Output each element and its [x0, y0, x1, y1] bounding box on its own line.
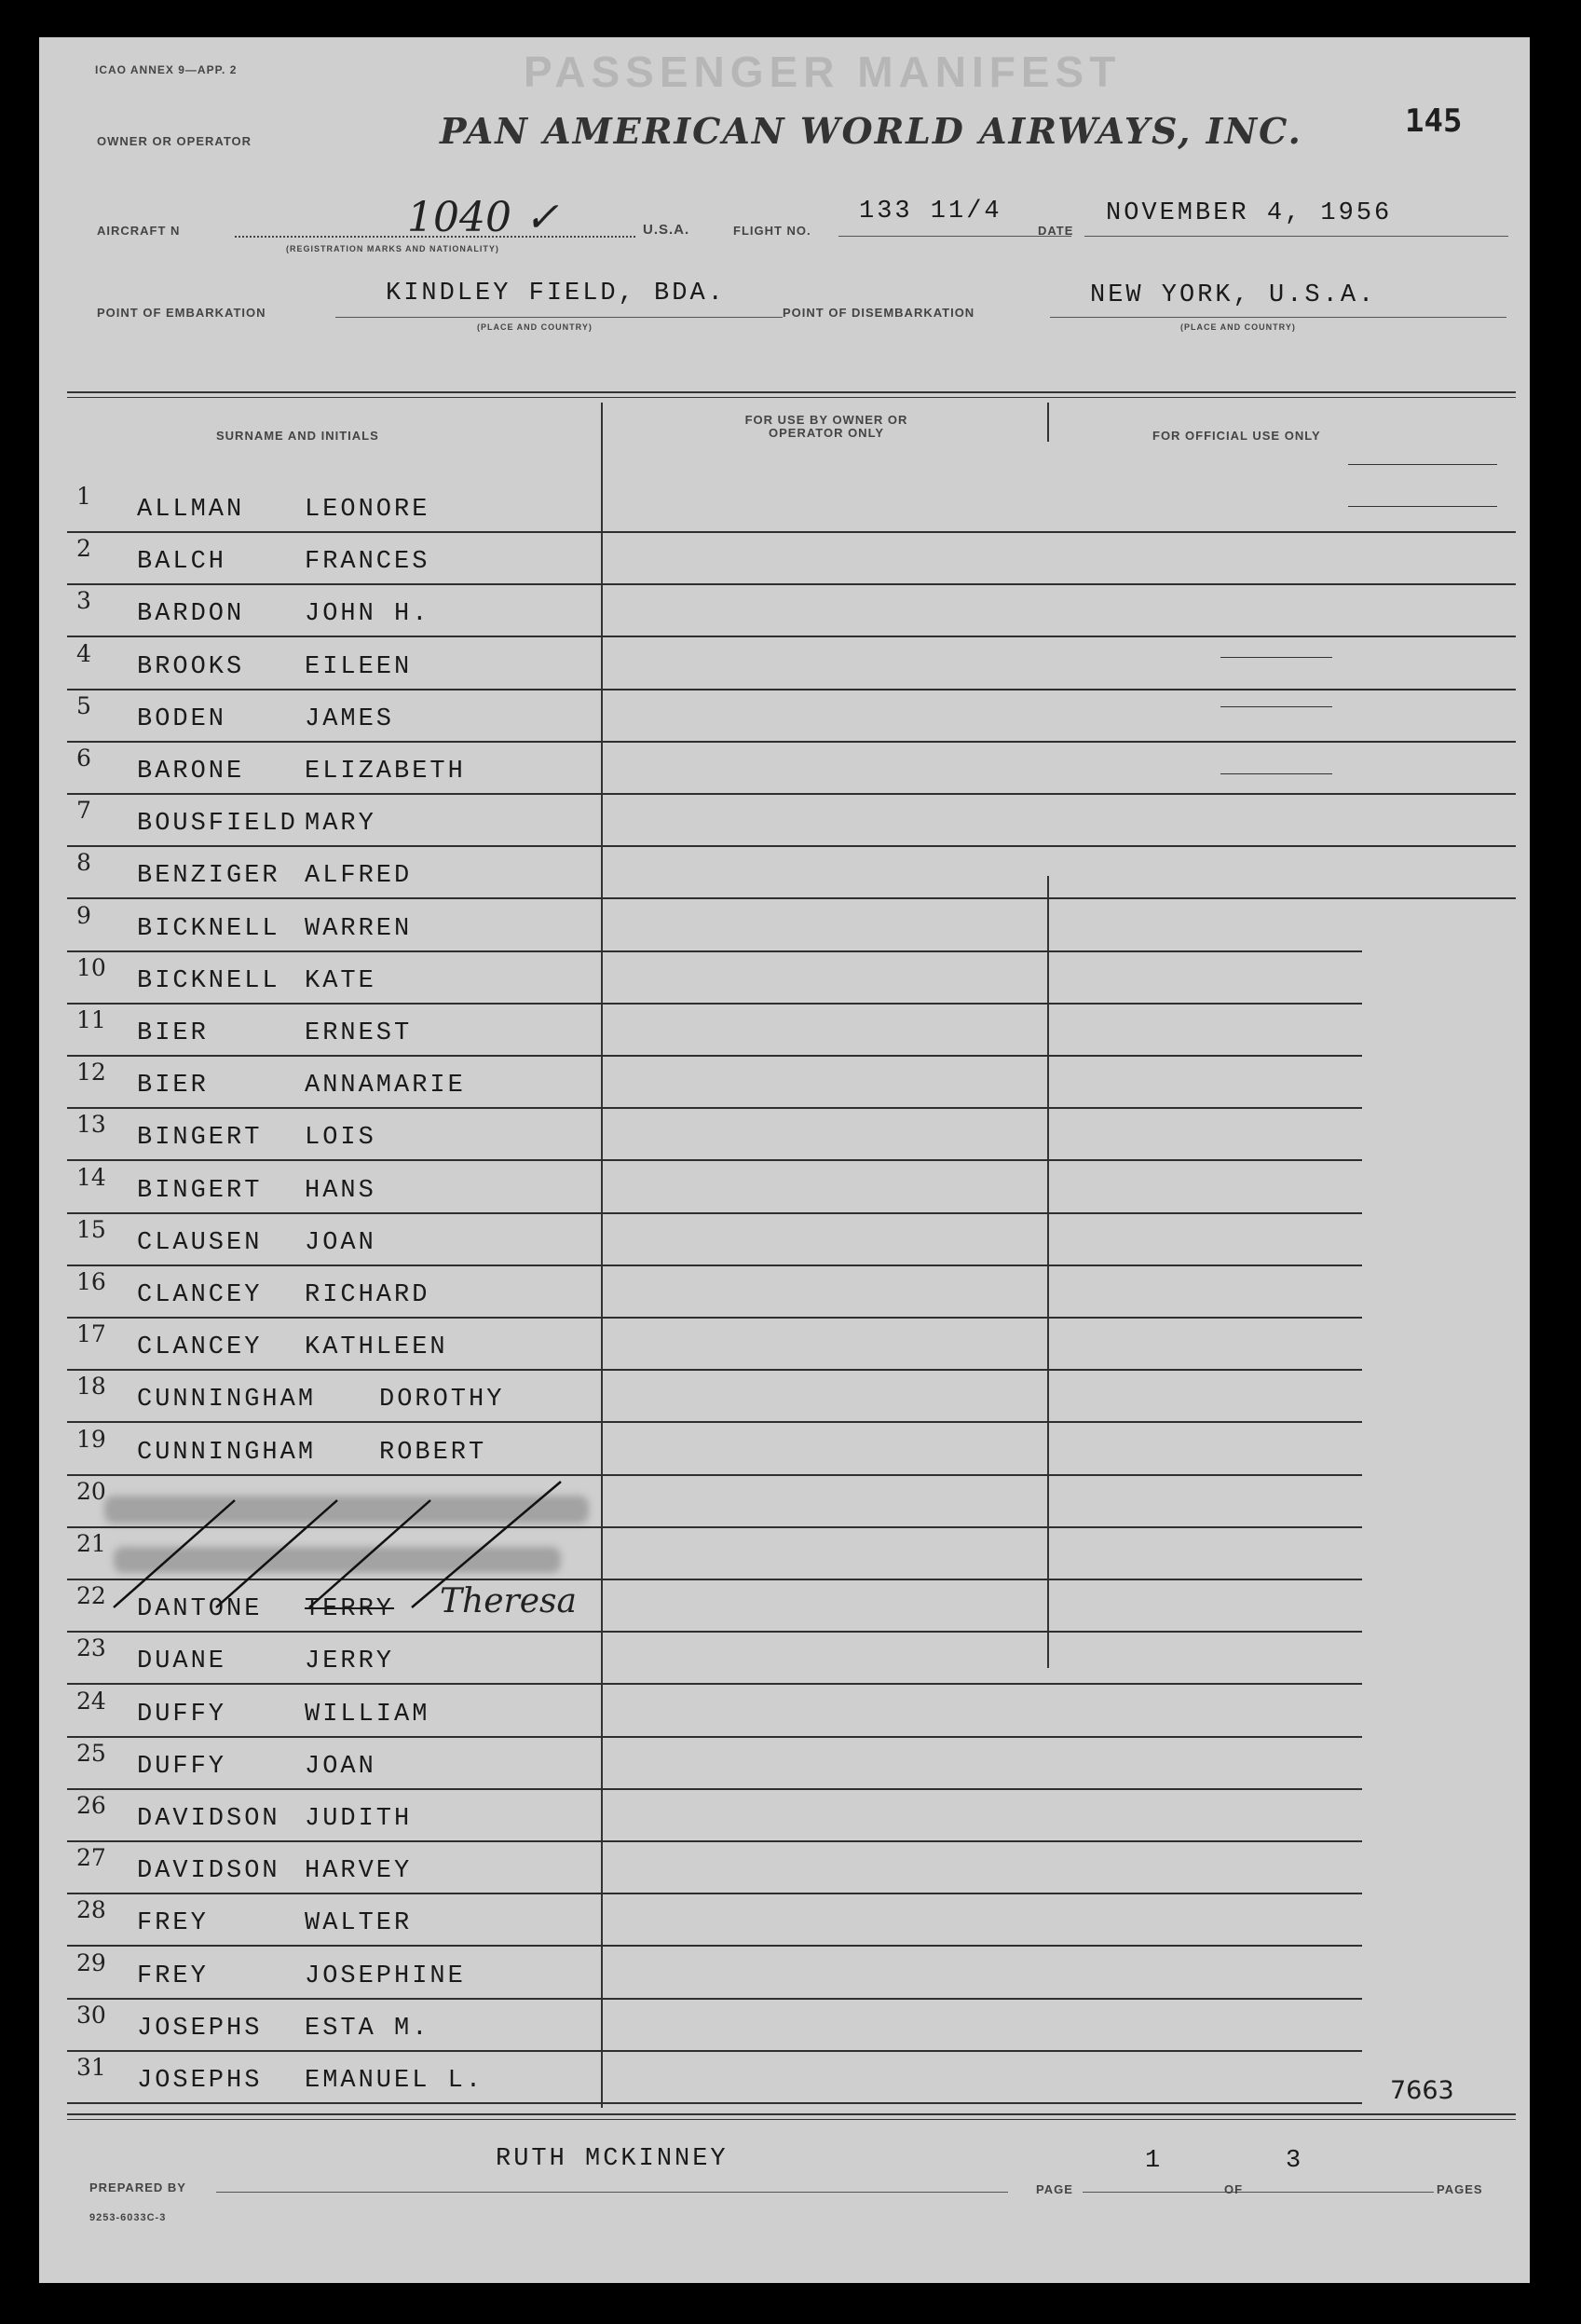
disembark-value: NEW YORK, U.S.A. — [1090, 281, 1377, 309]
passenger-given-name: EMANUEL L. — [305, 2067, 484, 2095]
name-correction: Theresa — [440, 1582, 577, 1620]
official-tick — [1220, 773, 1332, 774]
column-header-owner-use: FOR USE BY OWNER OR OPERATOR ONLY — [744, 413, 908, 440]
row-rule — [67, 1107, 1362, 1109]
passenger-surname: CUNNINGHAM — [137, 1439, 317, 1467]
passenger-surname: FREY — [137, 1962, 209, 1990]
row-rule — [67, 1317, 1362, 1319]
row-rule — [67, 1945, 1362, 1947]
official-tick — [1220, 657, 1332, 658]
row-rule — [67, 741, 1516, 743]
of-underline — [1252, 2192, 1434, 2193]
embark-label: POINT OF EMBARKATION — [97, 306, 266, 320]
passenger-given-name: EILEEN — [305, 653, 413, 681]
row-rule — [67, 1265, 1362, 1266]
pages-label: PAGES — [1437, 2182, 1483, 2196]
row-number: 11 — [76, 1006, 106, 1033]
passenger-given-name: ELIZABETH — [305, 758, 466, 786]
row-number: 19 — [76, 1426, 106, 1453]
row-number: 5 — [76, 692, 91, 719]
date-label: DATE — [1038, 224, 1074, 238]
passenger-given-name: JOSEPHINE — [305, 1962, 466, 1990]
row-rule — [67, 1736, 1362, 1738]
passenger-surname: JOSEPHS — [137, 2067, 263, 2095]
passenger-given-name: JERRY — [305, 1647, 395, 1675]
flight-underline — [838, 236, 1071, 237]
passenger-surname: DUFFY — [137, 1701, 227, 1729]
passenger-given-name: ALFRED — [305, 862, 413, 890]
table-bottom-rule-2 — [67, 2119, 1516, 2120]
row-number: 28 — [76, 1896, 106, 1923]
row-number: 2 — [76, 535, 91, 562]
annex-ref: ICAO ANNEX 9—APP. 2 — [95, 63, 238, 76]
passenger-given-name: LEONORE — [305, 496, 430, 524]
column-header-surname: SURNAME AND INITIALS — [216, 429, 379, 443]
official-tick — [1348, 464, 1497, 465]
passenger-surname: BOUSFIELD — [137, 810, 298, 838]
row-number: 15 — [76, 1216, 106, 1243]
passenger-surname: BARDON — [137, 600, 245, 628]
passenger-surname: BIER — [137, 1019, 209, 1047]
passenger-given-name: JOHN H. — [305, 600, 430, 628]
passenger-given-name: HARVEY — [305, 1857, 413, 1885]
row-rule — [67, 1998, 1362, 2000]
row-number: 13 — [76, 1111, 106, 1138]
aircraft-label: AIRCRAFT N — [97, 224, 181, 238]
row-number: 16 — [76, 1268, 106, 1295]
row-rule — [67, 845, 1516, 847]
passenger-given-name: LOIS — [305, 1124, 376, 1152]
manifest-sheet — [39, 37, 1530, 2283]
row-number: 21 — [76, 1530, 106, 1557]
disembark-caption: (PLACE AND COUNTRY) — [1180, 322, 1296, 332]
passenger-given-name: JAMES — [305, 705, 395, 733]
row-rule — [67, 1159, 1362, 1161]
registration-caption: (REGISTRATION MARKS AND NATIONALITY) — [286, 244, 499, 253]
row-rule — [67, 1369, 1362, 1371]
passenger-given-name: RICHARD — [305, 1281, 430, 1309]
row-number: 3 — [76, 587, 91, 614]
passenger-given-name: HANS — [305, 1177, 376, 1205]
airline-name: PAN AMERICAN WORLD AIRWAYS, INC. — [440, 110, 1302, 152]
row-rule — [67, 636, 1516, 637]
country-label: U.S.A. — [643, 222, 690, 238]
row-rule — [67, 2102, 1362, 2104]
embark-underline — [335, 317, 783, 318]
date-value: NOVEMBER 4, 1956 — [1106, 199, 1393, 227]
passenger-given-name: JOAN — [305, 1753, 376, 1781]
disembark-label: POINT OF DISEMBARKATION — [783, 306, 975, 320]
row-rule — [67, 1683, 1362, 1685]
passenger-surname: ALLMAN — [137, 496, 245, 524]
row-number: 18 — [76, 1373, 106, 1400]
row-rule — [67, 793, 1516, 795]
passenger-surname: JOSEPHS — [137, 2015, 263, 2043]
row-number: 7 — [76, 797, 91, 824]
official-tick — [1348, 506, 1497, 507]
disembark-underline — [1050, 317, 1506, 318]
passenger-given-name: JOAN — [305, 1229, 376, 1257]
row-number: 17 — [76, 1320, 106, 1347]
prepared-label: PREPARED BY — [89, 2180, 186, 2194]
row-number: 4 — [76, 640, 91, 667]
row-rule — [67, 950, 1362, 952]
row-rule — [67, 897, 1516, 899]
passenger-given-name: ESTA M. — [305, 2015, 430, 2043]
aircraft-number: 1040 ✓ — [407, 194, 559, 241]
row-number: 10 — [76, 954, 106, 981]
total-pages: 3 — [1286, 2147, 1304, 2175]
row-rule — [67, 1893, 1362, 1894]
row-number: 1 — [76, 483, 91, 510]
row-rule — [67, 1421, 1362, 1423]
passenger-given-name: TERRY — [305, 1595, 395, 1623]
flight-number: 133 11/4 — [859, 198, 1002, 226]
official-tick — [1220, 706, 1332, 707]
prepared-underline — [216, 2192, 1008, 2193]
row-number: 20 — [76, 1478, 106, 1505]
row-number: 24 — [76, 1688, 106, 1715]
passenger-surname: DANTONE — [137, 1595, 263, 1623]
passenger-given-name: KATHLEEN — [305, 1333, 448, 1361]
row-rule — [67, 1055, 1362, 1057]
flight-label: FLIGHT NO. — [733, 224, 811, 238]
passenger-surname: BIER — [137, 1072, 209, 1100]
row-number: 9 — [76, 902, 91, 929]
passenger-given-name: ERNEST — [305, 1019, 413, 1047]
date-underline — [1084, 236, 1508, 237]
row-number: 6 — [76, 745, 91, 772]
row-number: 30 — [76, 2002, 106, 2029]
embark-value: KINDLEY FIELD, BDA. — [386, 280, 726, 308]
row-number: 12 — [76, 1059, 106, 1086]
passenger-surname: BALCH — [137, 548, 227, 576]
passenger-given-name: WALTER — [305, 1909, 413, 1937]
passenger-surname: CLAUSEN — [137, 1229, 263, 1257]
row-number: 23 — [76, 1634, 106, 1661]
passenger-surname: BROOKS — [137, 653, 245, 681]
row-number: 26 — [76, 1792, 106, 1819]
passenger-given-name: MARY — [305, 810, 376, 838]
row-number: 8 — [76, 849, 91, 876]
embark-caption: (PLACE AND COUNTRY) — [477, 322, 593, 332]
row-rule — [67, 531, 1516, 533]
column-divider-1 — [601, 403, 603, 2108]
passenger-surname: BODEN — [137, 705, 227, 733]
passenger-given-name: ROBERT — [379, 1439, 487, 1467]
table-top-rule — [67, 391, 1516, 393]
passenger-given-name: FRANCES — [305, 548, 430, 576]
page-number: 1 — [1145, 2147, 1164, 2175]
form-title: PASSENGER MANIFEST — [524, 48, 1122, 96]
passenger-surname: BARONE — [137, 758, 245, 786]
row-rule — [67, 1788, 1362, 1790]
page-stamp: 145 — [1405, 103, 1463, 140]
passenger-surname: BINGERT — [137, 1177, 263, 1205]
passenger-given-name: DOROTHY — [379, 1386, 505, 1414]
row-number: 27 — [76, 1844, 106, 1871]
row-rule — [67, 1212, 1362, 1214]
column-divider-2 — [1047, 876, 1049, 1668]
row-number: 31 — [76, 2054, 106, 2081]
passenger-given-name: WARREN — [305, 915, 413, 943]
page-label: PAGE — [1036, 2182, 1073, 2196]
passenger-surname: BICKNELL — [137, 915, 280, 943]
passenger-surname: FREY — [137, 1909, 209, 1937]
row-number: 22 — [76, 1582, 106, 1609]
passenger-surname: DAVIDSON — [137, 1805, 280, 1833]
table-top-rule-2 — [67, 397, 1516, 398]
passenger-surname: DUANE — [137, 1647, 227, 1675]
passenger-given-name: KATE — [305, 967, 376, 995]
row-rule — [67, 2050, 1362, 2052]
passenger-surname: CLANCEY — [137, 1333, 263, 1361]
prepared-by: RUTH MCKINNEY — [496, 2145, 729, 2173]
row-rule — [67, 1003, 1362, 1005]
passenger-surname: BINGERT — [137, 1124, 263, 1152]
column-divider-2-top — [1047, 403, 1049, 442]
passenger-given-name: WILLIAM — [305, 1701, 430, 1729]
passenger-given-name: ANNAMARIE — [305, 1072, 466, 1100]
owner-label: OWNER OR OPERATOR — [97, 134, 252, 148]
of-label: OF — [1224, 2182, 1244, 2196]
passenger-surname: DAVIDSON — [137, 1857, 280, 1885]
row-rule — [67, 1631, 1362, 1633]
passenger-surname: BENZIGER — [137, 862, 280, 890]
passenger-surname: CUNNINGHAM — [137, 1386, 317, 1414]
total-number: 7663 — [1390, 2076, 1454, 2105]
form-number: 9253-6033C-3 — [89, 2212, 167, 2223]
column-header-official-use: FOR OFFICIAL USE ONLY — [1152, 429, 1321, 443]
row-number: 14 — [76, 1164, 106, 1191]
row-rule — [67, 583, 1516, 585]
passenger-given-name: JUDITH — [305, 1805, 413, 1833]
passenger-surname: DUFFY — [137, 1753, 227, 1781]
table-bottom-rule — [67, 2113, 1516, 2115]
row-rule — [67, 689, 1516, 690]
passenger-surname: CLANCEY — [137, 1281, 263, 1309]
row-number: 25 — [76, 1740, 106, 1767]
passenger-surname: BICKNELL — [137, 967, 280, 995]
row-rule — [67, 1840, 1362, 1842]
row-number: 29 — [76, 1949, 106, 1976]
